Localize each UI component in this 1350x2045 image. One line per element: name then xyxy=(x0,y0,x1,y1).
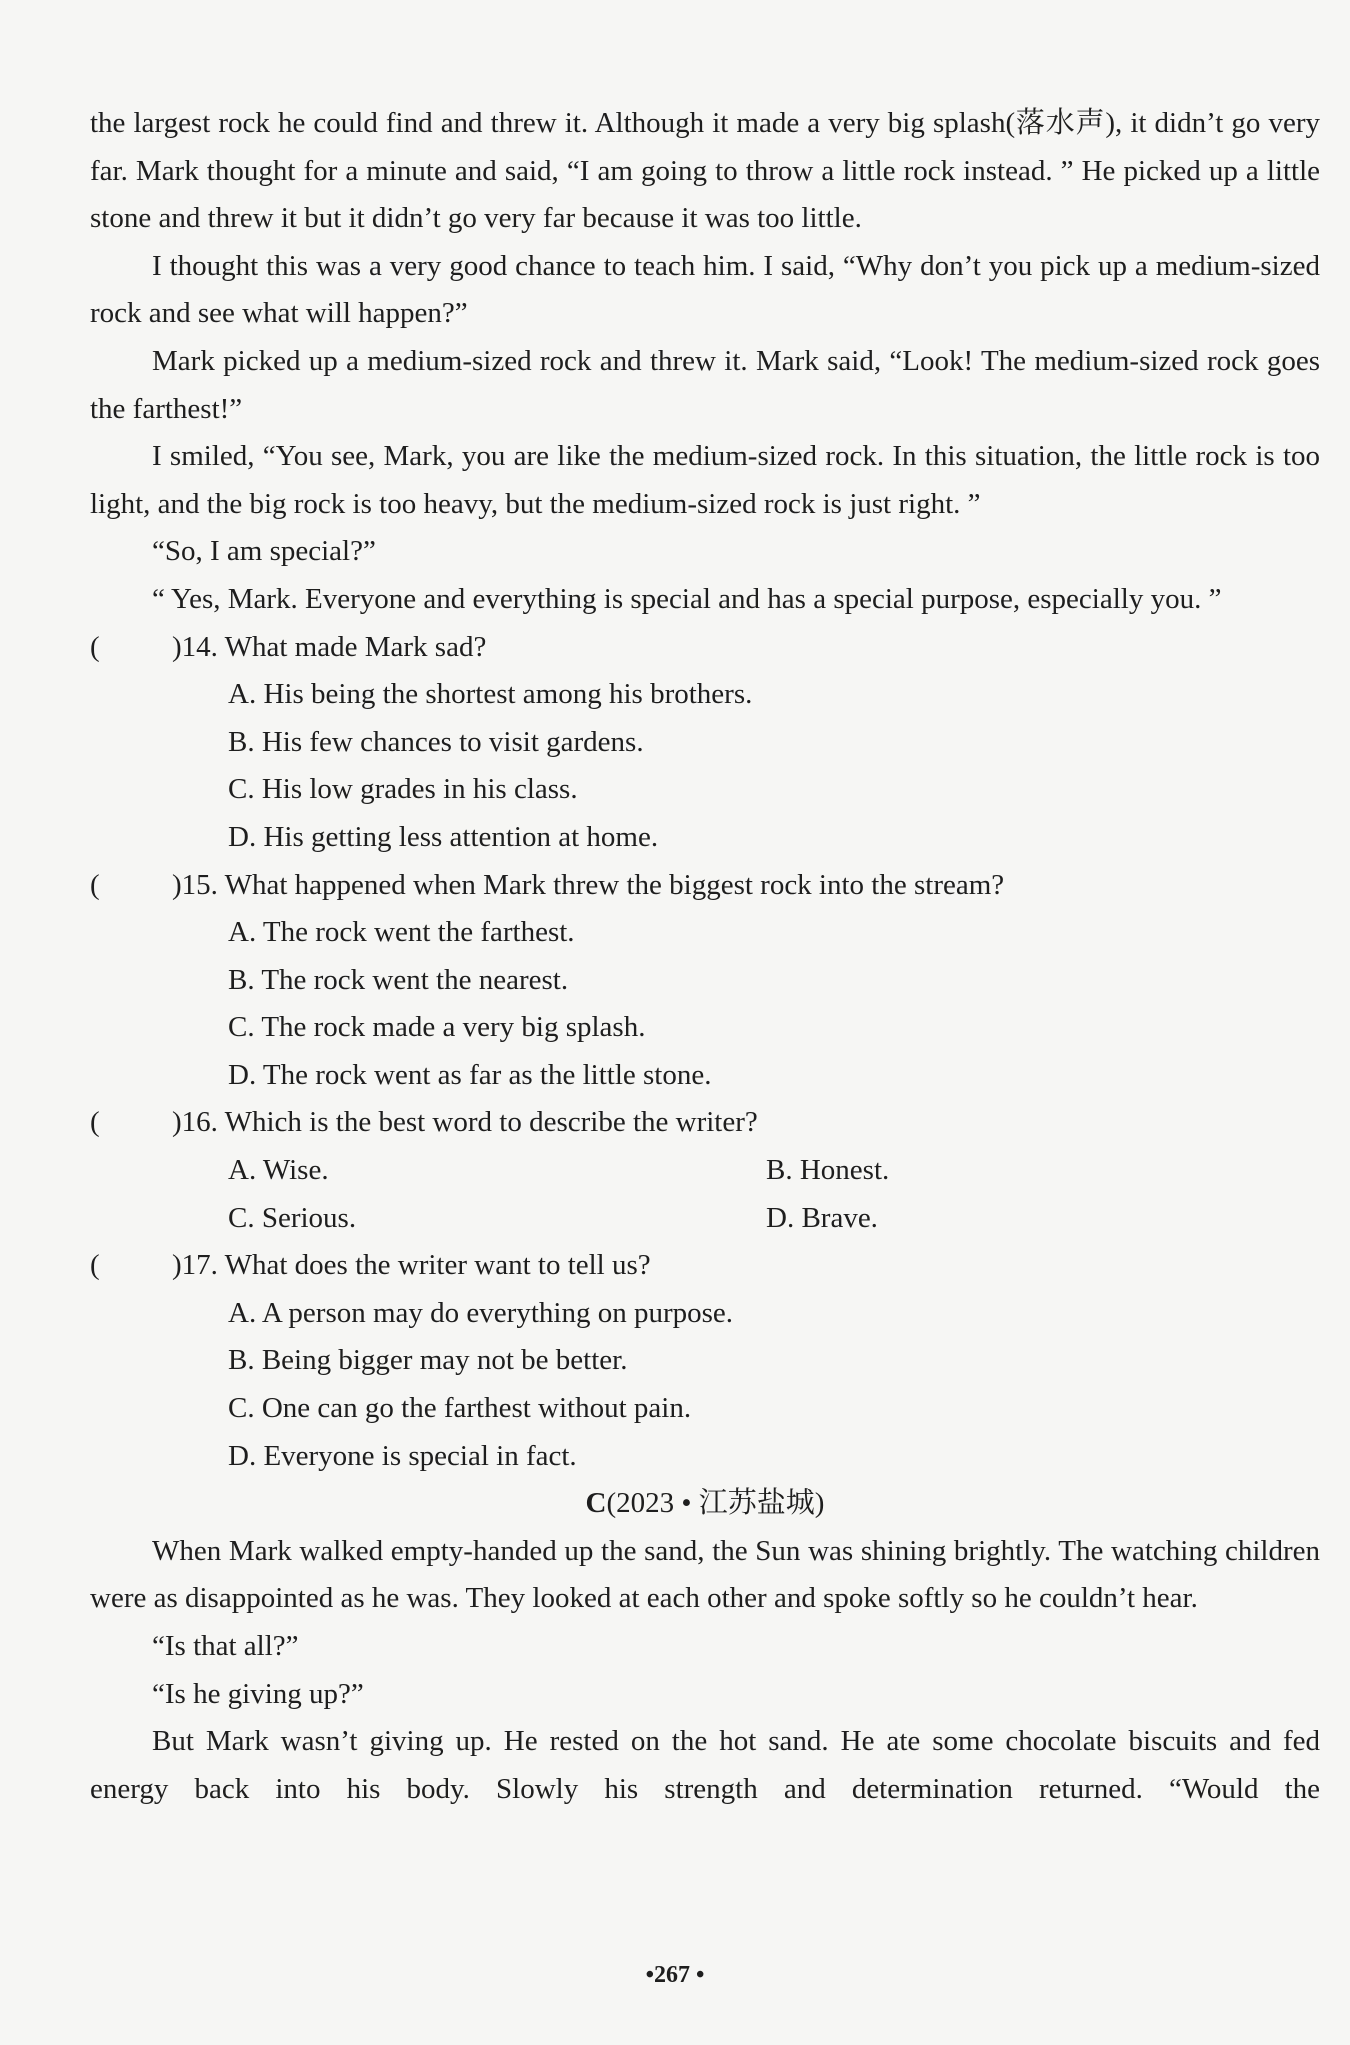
question-15 xyxy=(90,862,1320,910)
option-14b: B. His few chances to visit gardens. xyxy=(228,725,644,758)
passage-c-paragraph-4: But Mark wasn’t giving up. He rested on the hot sand. He ate some chocolate biscuits and fed energy back into his body. Slowly his strength and determination returned. “Would the xyxy=(90,1725,1320,1805)
question-14 xyxy=(90,624,1320,672)
question-16 xyxy=(90,1099,1320,1147)
answer-blank-open[interactable]: ( xyxy=(90,868,100,901)
option-16b: B. Honest. xyxy=(766,1154,890,1187)
question-17 xyxy=(90,1242,1320,1290)
passage-b-paragraph-6: “ Yes, Mark. Everyone and everything is special and has a special purpose, especially you. ” xyxy=(152,582,1222,615)
passage-c-paragraph-2: “Is that all?” xyxy=(152,1630,299,1662)
passage-b-paragraph-4: I smiled, “You see, Mark, you are like the medium-sized rock. In this situation, the little rock is too light, and the big rock is too heavy, but the medium-sized rock is just right. ” xyxy=(90,440,1320,520)
answer-blank-open[interactable]: ( xyxy=(90,630,100,663)
option-17c: C. One can go the farthest without pain. xyxy=(228,1392,692,1425)
answer-blank-open[interactable]: ( xyxy=(90,1106,100,1139)
option-16d: D. Brave. xyxy=(766,1201,878,1234)
question-stem: )17. What does the writer want to tell us? xyxy=(172,1249,651,1282)
passage-b-paragraph-2: I thought this was a very good chance to teach him. I said, “Why don’t you pick up a medium-sized rock and see what will happen?” xyxy=(90,249,1320,330)
option-17d: D. Everyone is special in fact. xyxy=(228,1439,577,1472)
page-number: •267 • xyxy=(645,1962,705,1988)
section-letter: C xyxy=(585,1487,607,1520)
question-stem: )14. What made Mark sad? xyxy=(172,630,487,663)
option-17b: B. Being bigger may not be better. xyxy=(228,1344,628,1377)
option-16c: C. Serious. xyxy=(228,1201,357,1234)
options-16-row-2 xyxy=(90,1195,1320,1243)
option-15a: A. The rock went the farthest. xyxy=(228,916,575,949)
passage-c-paragraph-1: When Mark walked empty-handed up the sand, the Sun was shining brightly. The watching children were as disappointed as he was. They looked at each other and spoke softly so he couldn’t hear. xyxy=(90,1534,1320,1615)
option-16a: A. Wise. xyxy=(228,1154,329,1187)
option-14c: C. His low grades in his class. xyxy=(228,773,578,806)
options-16-row-1 xyxy=(90,1147,1320,1195)
answer-blank-open[interactable]: ( xyxy=(90,1249,100,1282)
page-body xyxy=(90,100,1320,1813)
section-c-heading xyxy=(90,1480,1320,1528)
section-source: (2023 • 江苏盐城) xyxy=(606,1487,825,1520)
passage-b-paragraph-1: the largest rock he could find and threw it. Although it made a very big splash(落水声), it didn’t go very far. Mark thought for a minute and said, “I am going to throw a little rock instead. ” He picked up a little stone and threw it but it didn’t go very far because it was too little. xyxy=(90,107,1320,235)
option-14d: D. His getting less attention at home. xyxy=(228,820,659,853)
passage-b-paragraph-5: “So, I am special?” xyxy=(152,535,376,568)
option-15b: B. The rock went the nearest. xyxy=(228,963,569,996)
option-17a: A. A person may do everything on purpose. xyxy=(228,1296,734,1329)
option-15d: D. The rock went as far as the little stone. xyxy=(228,1058,712,1091)
question-stem: )15. What happened when Mark threw the biggest rock into the stream? xyxy=(172,868,1005,901)
question-stem: )16. Which is the best word to describe the writer? xyxy=(172,1106,758,1139)
passage-c-paragraph-3: “Is he giving up?” xyxy=(152,1677,364,1710)
option-14a: A. His being the shortest among his brothers. xyxy=(228,678,753,711)
option-15c: C. The rock made a very big splash. xyxy=(228,1011,646,1044)
passage-b-paragraph-3: Mark picked up a medium-sized rock and threw it. Mark said, “Look! The medium-sized rock goes the farthest!” xyxy=(90,344,1320,425)
